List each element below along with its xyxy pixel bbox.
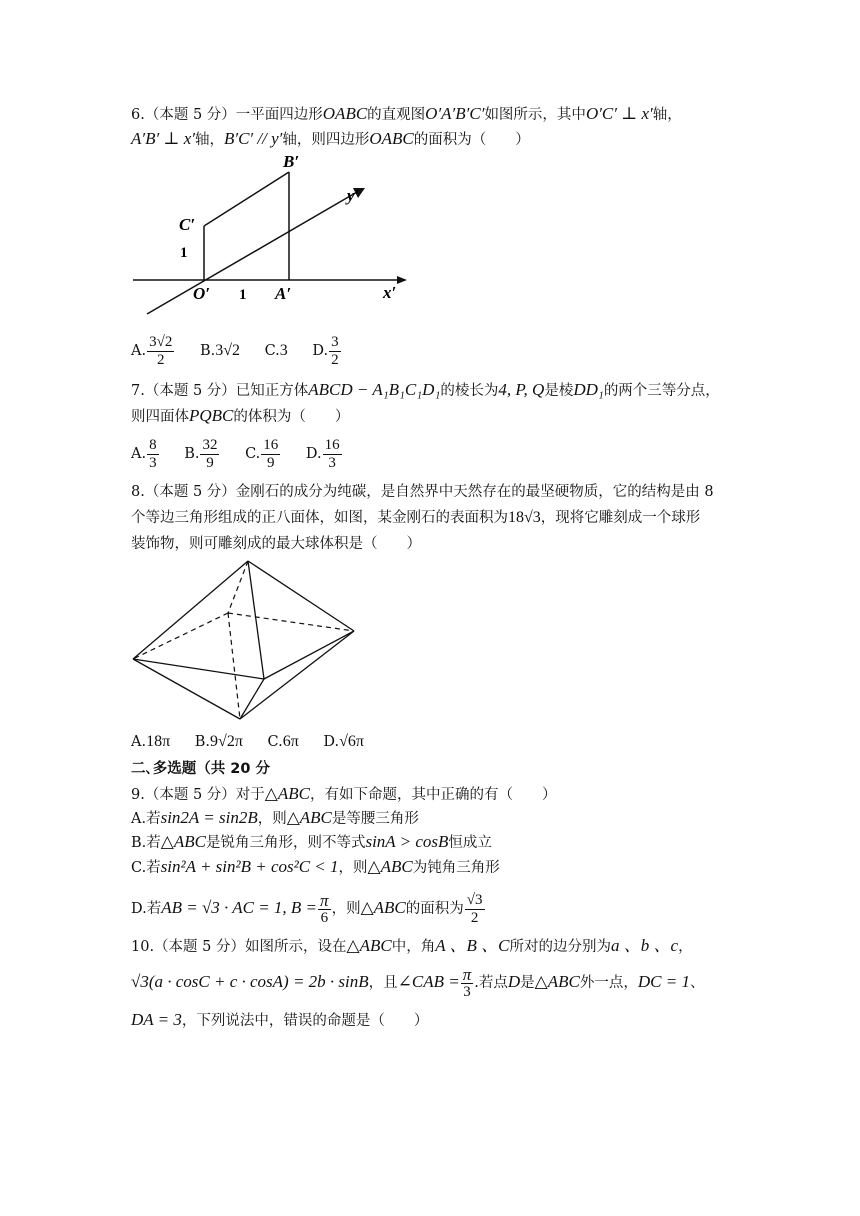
q10-line1: 10.（本题 5 分）如图所示，设在△ABC中，角A 、B 、C所对的边分别为a 、b 、c， xyxy=(131,936,693,955)
q8-line3: 装饰物，则可雕刻成的最大球体积是（ ） xyxy=(131,536,421,552)
fig-label-one-h: 1 xyxy=(239,287,247,303)
q7-options xyxy=(131,434,363,474)
q9-option-a[interactable]: A.若sin2A = sin2B，则△ABC是等腰三角形 xyxy=(131,808,419,827)
q6-option-d[interactable]: D. $\frac{3}{2}$ xyxy=(312,333,339,368)
q6-line1: 6.（本题 5 分）一平面四边形OABC的直观图O′A′B′C′如图所示，其中O′C′ ⊥ x′轴， xyxy=(131,104,682,123)
q7-option-b[interactable]: B. $\frac{32}{9}$ xyxy=(184,436,218,471)
q10-line2: √3(a · cosC + c · cosA) = 2b · sinB，且∠CAB = $\frac{\pi}{3}$ .若点D是△ABC外一点，DC = 1、 xyxy=(131,964,705,1000)
q8-octahedron-figure xyxy=(125,555,365,725)
fig-label-A: A′ xyxy=(275,284,292,303)
q8-line2: 个等边三角形组成的正八面体，如图，某金刚石的表面积为18√3，现将它雕刻成一个球形 xyxy=(131,509,701,526)
q6-options xyxy=(131,332,362,370)
q6-option-b[interactable]: B.3√2 xyxy=(199,342,240,359)
q9-option-b[interactable]: B.若△ABC是锐角三角形，则不等式sinA > cosB恒成立 xyxy=(131,832,492,851)
fig-label-C: C′ xyxy=(179,215,196,234)
fraction: $\frac{3}{2}$ xyxy=(331,333,339,368)
q9-option-d[interactable]: D.若AB = √3 · AC = 1, B = $\frac{\pi}{6}$ ，则△ABC的面积为 $\frac{√3}{2}$ xyxy=(131,890,483,926)
q8-option-a[interactable]: A.18π xyxy=(131,733,171,750)
q8-option-d[interactable]: D.√6π xyxy=(323,733,364,750)
q6-figure xyxy=(125,150,415,325)
q8-option-b[interactable]: B.9√2π xyxy=(194,733,243,750)
q7-option-c[interactable]: C. $\frac{16}{9}$ xyxy=(245,436,279,471)
fig-label-O: O′ xyxy=(193,284,211,303)
fig-label-B: B′ xyxy=(283,152,300,171)
q8-options xyxy=(131,732,384,752)
q9-stem: 9.（本题 5 分）对于△ABC，有如下命题，其中正确的有（ ） xyxy=(131,784,557,803)
q6-option-c[interactable]: C.3 xyxy=(264,342,288,359)
q8-option-c[interactable]: C.6π xyxy=(267,733,299,750)
fig-label-x: x′ xyxy=(383,283,397,302)
q7-line1: 7.（本题 5 分）已知正方体ABCD − A₁B₁C₁D₁的棱长为4, P, Q是棱DD₁的两个三等分点， xyxy=(131,380,720,399)
q7-option-a[interactable]: A. $\frac{8}{3}$ xyxy=(131,436,157,471)
q6-line2: A′B′ ⊥ x′轴，B′C′ // y′轴，则四边形OABC的面积为（ ） xyxy=(131,129,530,148)
q10-line3: DA = 3，下列说法中，错误的命题是（ ） xyxy=(131,1010,429,1029)
q7-option-d[interactable]: D. $\frac{16}{3}$ xyxy=(305,436,340,471)
section-heading: 二､多选题（共 20 分 xyxy=(131,761,271,777)
fig-label-one-v: 1 xyxy=(180,245,188,261)
q6-option-a[interactable]: A. $\frac{3√2}{2}$ xyxy=(131,333,173,368)
q9-option-c[interactable]: C.若sin²A + sin²B + cos²C < 1，则△ABC为钝角三角形 xyxy=(131,857,500,876)
fraction: $\frac{3√2}{2}$ xyxy=(149,333,173,368)
q8-line1: 8.（本题 5 分）金刚石的成分为纯碳，是自然界中天然存在的最坚硬物质，它的结构是由 8 xyxy=(131,484,714,500)
fig-label-y: y′ xyxy=(347,186,360,205)
q7-line2: 则四面体PQBC的体积为（ ） xyxy=(131,406,350,425)
